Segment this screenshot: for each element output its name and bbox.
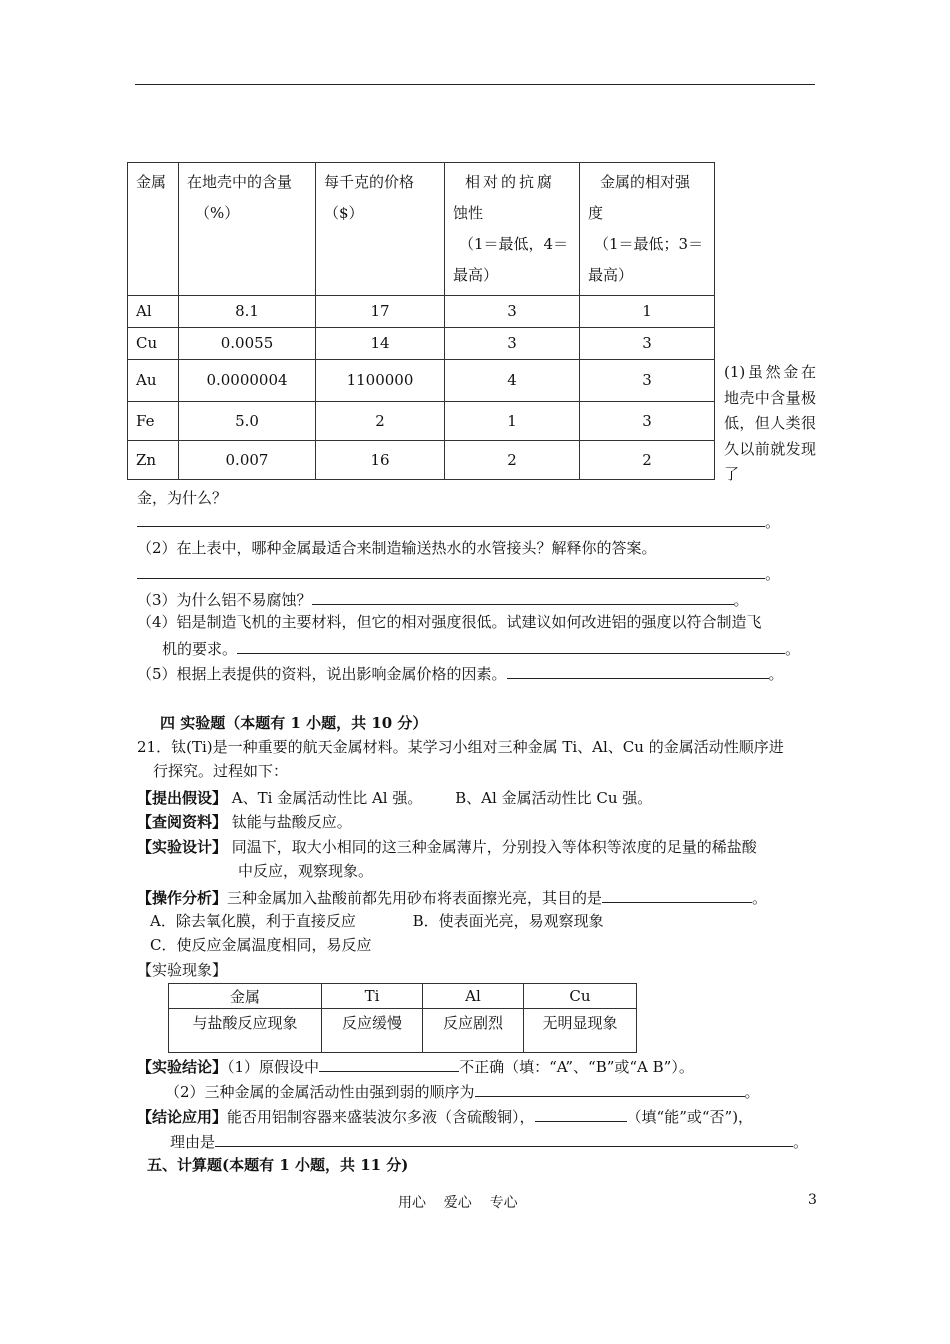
table-cell: 4 xyxy=(445,360,580,402)
design-line-cont: 中反应，观察现象。 xyxy=(238,862,374,880)
question-21-intro-cont: 行探究。过程如下： xyxy=(153,762,289,780)
option-a: A．除去氧化膜，利于直接反应 xyxy=(150,912,356,930)
option-c: C．使反应金属温度相同，易反应 xyxy=(150,936,372,954)
application-line-1: 【结论应用】能否用铝制容器来盛装波尔多液（含硫酸铜）， （填“能”或“否”)， xyxy=(137,1105,753,1127)
header-cell: 每千克的价格 （$） xyxy=(316,163,445,296)
header-cell: 在地壳中的含量 （%） xyxy=(179,163,316,296)
table-cell: 8.1 xyxy=(179,296,316,328)
table-cell: 17 xyxy=(316,296,445,328)
table-cell: 2 xyxy=(316,402,445,441)
header-cell: 金属的相对强 度 （1＝最低；3＝ 最高） xyxy=(580,163,715,296)
question-2-text: （2）在上表中，哪种金属最适合来制造输送热水的水管接头？解释你的答案。 xyxy=(137,539,657,557)
table-cell: 反应剧烈 xyxy=(423,1009,524,1053)
answer-blank[interactable] xyxy=(475,1080,745,1097)
table-cell: 0.007 xyxy=(179,441,316,480)
header-rule xyxy=(135,84,815,85)
metal-name-cell: Zn xyxy=(128,441,179,480)
question-3-line: （3）为什么铝不易腐蚀？ 。 xyxy=(137,588,749,610)
section-5-title: 五、计算题(本题有 1 小题，共 11 分) xyxy=(147,1156,409,1174)
table-cell: 1 xyxy=(445,402,580,441)
table-row xyxy=(128,441,715,480)
question-4-answer-line: 机的要求。 。 xyxy=(162,637,800,659)
table-cell: 反应缓慢 xyxy=(322,1009,423,1053)
table-header-row xyxy=(128,163,715,296)
question-1-answer-line: 。 xyxy=(137,510,780,532)
table-row xyxy=(128,328,715,360)
answer-blank[interactable] xyxy=(137,562,765,579)
table-row xyxy=(169,1009,637,1053)
table-cell: 16 xyxy=(316,441,445,480)
metal-name-cell: Al xyxy=(128,296,179,328)
table-row xyxy=(128,360,715,402)
header-cell: Ti xyxy=(322,984,423,1009)
answer-blank[interactable] xyxy=(507,662,769,679)
answer-blank[interactable] xyxy=(237,637,785,654)
options-line xyxy=(150,911,604,931)
conclusion-line-2: （2）三种金属的金属活动性由强到弱的顺序为 。 xyxy=(165,1080,760,1102)
table-cell: 1100000 xyxy=(316,360,445,402)
header-cell: Al xyxy=(423,984,524,1009)
table-cell: 3 xyxy=(445,328,580,360)
answer-blank[interactable] xyxy=(319,1055,459,1072)
design-line: 【实验设计】 同温下，取大小相同的这三种金属薄片，分别投入等体积等浓度的足量的稀盐酸 xyxy=(137,838,757,856)
hypothesis-line: 【提出假设】 A、Ti 金属活动性比 Al 强。 B、Al 金属活动性比 Cu 强。 xyxy=(137,789,653,807)
table-cell: 3 xyxy=(580,328,715,360)
section-4-title: 四 实验题（本题有 1 小题，共 10 分） xyxy=(160,714,428,732)
answer-blank[interactable] xyxy=(137,510,765,527)
observation-table xyxy=(168,983,637,1053)
answer-blank[interactable] xyxy=(602,886,752,903)
reference-line: 【查阅资料】 钛能与盐酸反应。 xyxy=(137,813,352,831)
table-cell: 5.0 xyxy=(179,402,316,441)
table-cell: 3 xyxy=(580,360,715,402)
table-cell: 3 xyxy=(580,402,715,441)
table-header-row xyxy=(169,984,637,1009)
operation-analysis-line: 【操作分析】三种金属加入盐酸前都先用砂布将表面擦光亮，其目的是 。 xyxy=(137,886,767,908)
answer-blank[interactable] xyxy=(215,1130,793,1147)
table-cell: 2 xyxy=(445,441,580,480)
header-cell: 相对的抗腐 蚀性 （1＝最低，4＝ 最高） xyxy=(445,163,580,296)
metal-name-cell: Fe xyxy=(128,402,179,441)
question-2-answer-line: 。 xyxy=(137,562,780,584)
header-cell: Cu xyxy=(524,984,637,1009)
page-number: 3 xyxy=(808,1192,817,1208)
table-row xyxy=(128,402,715,441)
footer-motto: 用心 爱心 专心 xyxy=(398,1195,518,1211)
table-cell: 14 xyxy=(316,328,445,360)
question-4-text: （4）铝是制造飞机的主要材料，但它的相对强度很低。试建议如何改进铝的强度以符合制造飞 xyxy=(137,613,762,631)
table-cell: 1 xyxy=(580,296,715,328)
table-cell: 2 xyxy=(580,441,715,480)
question-5-line: （5）根据上表提供的资料，说出影响金属价格的因素。 。 xyxy=(137,662,784,684)
table-cell: 3 xyxy=(445,296,580,328)
metal-properties-table xyxy=(127,162,715,480)
metal-name-cell: Cu xyxy=(128,328,179,360)
header-cell: 金属 xyxy=(169,984,322,1009)
table-cell: 与盐酸反应现象 xyxy=(169,1009,322,1053)
application-line-2: 理由是 。 xyxy=(170,1130,808,1152)
phenomenon-label: 【实验现象】 xyxy=(137,961,228,979)
answer-blank[interactable] xyxy=(535,1105,627,1122)
table-cell: 0.0055 xyxy=(179,328,316,360)
conclusion-line-1: 【实验结论】（1）原假设中 不正确（填：“A”、“B”或“A B”）。 xyxy=(137,1055,694,1077)
answer-blank[interactable] xyxy=(312,588,734,605)
header-cell: 金属 xyxy=(128,163,179,296)
question-21-intro: 21．钛(Ti)是一种重要的航天金属材料。某学习小组对三种金属 Ti、Al、Cu 的金属活动性顺序进 xyxy=(137,738,784,756)
question-1-text: (1)虽然金在地壳中含量极低，但人类很久以前就发现了 xyxy=(724,363,816,483)
option-b: B．使表面光亮，易观察现象 xyxy=(412,912,604,930)
table-row xyxy=(128,296,715,328)
question-1-continuation: 金，为什么？ xyxy=(137,489,228,507)
table-cell: 无明显现象 xyxy=(524,1009,637,1053)
metal-name-cell: Au xyxy=(128,360,179,402)
table-cell: 0.0000004 xyxy=(179,360,316,402)
